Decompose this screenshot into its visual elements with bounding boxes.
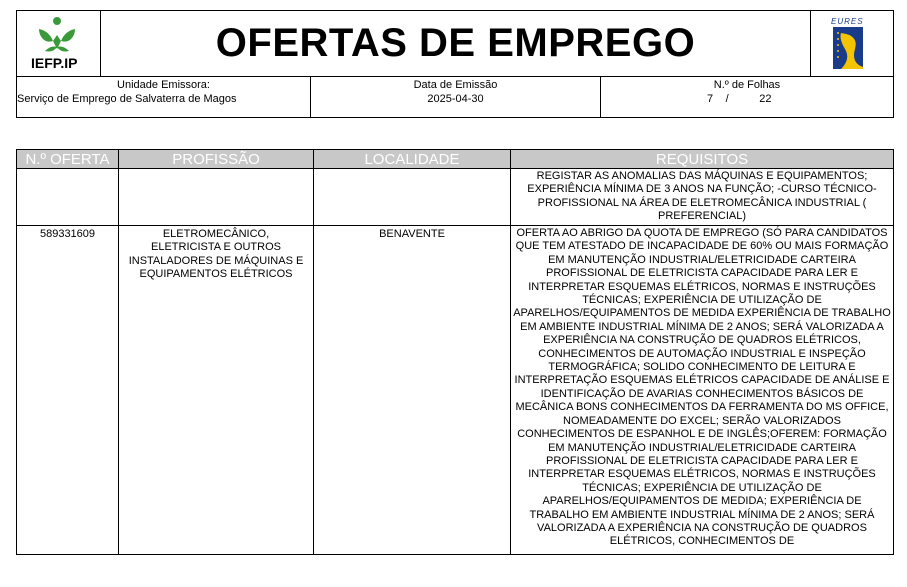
ofertas-table bbox=[16, 149, 894, 555]
document-header bbox=[16, 10, 894, 77]
cell-localidade: BENAVENTE bbox=[314, 226, 511, 555]
folhas-value bbox=[601, 93, 893, 105]
numero-folhas bbox=[601, 77, 893, 117]
cell-oferta: 589331609 bbox=[17, 226, 119, 555]
header-profissao: PROFISSÃO bbox=[119, 150, 314, 169]
header-oferta: N.º OFERTA bbox=[17, 150, 119, 169]
folhas-label: N.º de Folhas bbox=[713, 79, 781, 91]
iefp-logo-text: IEFP.IP bbox=[31, 55, 78, 71]
data-value: 2025-04-30 bbox=[427, 93, 484, 105]
header-localidade: LOCALIDADE bbox=[314, 150, 511, 169]
cell-localidade bbox=[314, 169, 511, 225]
unidade-value: Serviço de Emprego de Salvaterra de Magos bbox=[17, 93, 237, 105]
data-emissao bbox=[311, 77, 601, 117]
folhas-separator: / bbox=[725, 93, 729, 105]
iefp-logo-icon bbox=[17, 11, 101, 57]
table-header bbox=[17, 150, 893, 169]
iefp-logo-cell bbox=[17, 11, 101, 76]
eures-logo-icon bbox=[811, 11, 893, 76]
cell-profissao bbox=[119, 169, 314, 225]
cell-requisitos bbox=[511, 169, 893, 225]
table-row bbox=[17, 226, 893, 555]
header-requisitos: REQUISITOS bbox=[655, 151, 749, 168]
folhas-current: 7 bbox=[707, 93, 714, 105]
folhas-total: 22 bbox=[759, 93, 772, 105]
page-title: OFERTAS DE EMPREGO bbox=[215, 21, 696, 65]
requisitos-text: REGISTAR AS ANOMALIAS DAS MÁQUINAS E EQUIPAMENTOS; EXPERIÊNCIA MÍNIMA DE 3 ANOS NA FUNÇÃO; -CURSO TÉCNICO-PROFISSIONAL NA ÁREA DE ELETROMECÂNICA INDUSTRIAL ( PREFERENCIAL) bbox=[527, 170, 877, 223]
table-row bbox=[17, 169, 893, 226]
requisitos-text: OFERTA AO ABRIGO DA QUOTA DE EMPREGO (SÓ PARA CANDIDATOS QUE TEM ATESTADO DE INCAPACIDADE DE 60% OU MAIS FORMAÇÃO EM MANUTENÇÃO INDUSTRIAL/ELETRICIDADE CARTEIRA PROFISSIONAL DE ELETRICISTA CAPACIDADE PARA LER E INTERPRETAR ESQUEMAS ELÉTRICOS, NORMAS E INSTRUÇÕES TÉCNICAS; EXPERIÊNCIA DE UTILIZAÇÃO DE APARELHOS/EQUIPAMENTOS DE MEDIDA EXPERIÊNCIA DE TRABALHO EM AMBIENTE INDUSTRIAL MÍNIMA DE 2 ANOS; SERÁ VALORIZADA A EXPERIÊNCIA NA CONSTRUÇÃO DE QUADROS ELÉTRICOS, CONHECIMENTOS DE AUTOMAÇÃO INDUSTRIAL E INSPEÇÃO TERMOGRÁFICA; SOLIDO CONHECIMENTO DE LEITURA E INTERPRETAÇÃO ESQUEMAS ELÉTRICOS CAPACIDADE DE ANÁLISE E IDENTIFICAÇÃO DE AVARIAS CONHECIMENTOS BÁSICOS DE MECÂNICA BONS CONHECIMENTOS DA FERRAMENTA DO MS OFFICE, NOMEADAMENTE DO EXCEL; SERÃO VALORIZADOS CONHECIMENTOS DE ESPANHOL E DE INGLÊS;OFEREM: FORMAÇÃO EM MANUTENÇÃO INDUSTRIAL/ELETRICIDADE CARTEIRA PROFISSIONAL DE ELETRICISTA CAPACIDADE PARA LER E INTERPRETAR ESQUEMAS ELÉTRICOS, NORMAS E INSTRUÇÕES TÉCNICAS; EXPERIÊNCIA DE UTILIZAÇÃO DE APARELHOS/EQUIPAMENTOS DE MEDIDA; EXPERIÊNCIA DE TRABALHO EM AMBIENTE INDUSTRIAL MÍNIMA DE 2 ANOS; SERÁ VALORIZADA A EXPERIÊNCIA NA CONSTRUÇÃO DE QUADROS ELÉTRICOS, CONHECIMENTOS DE bbox=[513, 227, 891, 548]
unidade-emissora bbox=[17, 77, 311, 117]
unidade-label: Unidade Emissora: bbox=[117, 79, 210, 91]
eures-logo-text: EURES bbox=[831, 17, 864, 26]
cell-oferta bbox=[17, 169, 119, 225]
meta-bar bbox=[16, 76, 894, 118]
cell-requisitos bbox=[511, 226, 893, 555]
cell-profissao: ELETROMECÂNICO, ELETRICISTA E OUTROS INSTALADORES DE MÁQUINAS E EQUIPAMENTOS ELÉTRICOS bbox=[119, 226, 314, 555]
data-label: Data de Emissão bbox=[413, 79, 498, 91]
eures-logo-cell bbox=[811, 11, 893, 76]
title-cell bbox=[101, 11, 811, 76]
